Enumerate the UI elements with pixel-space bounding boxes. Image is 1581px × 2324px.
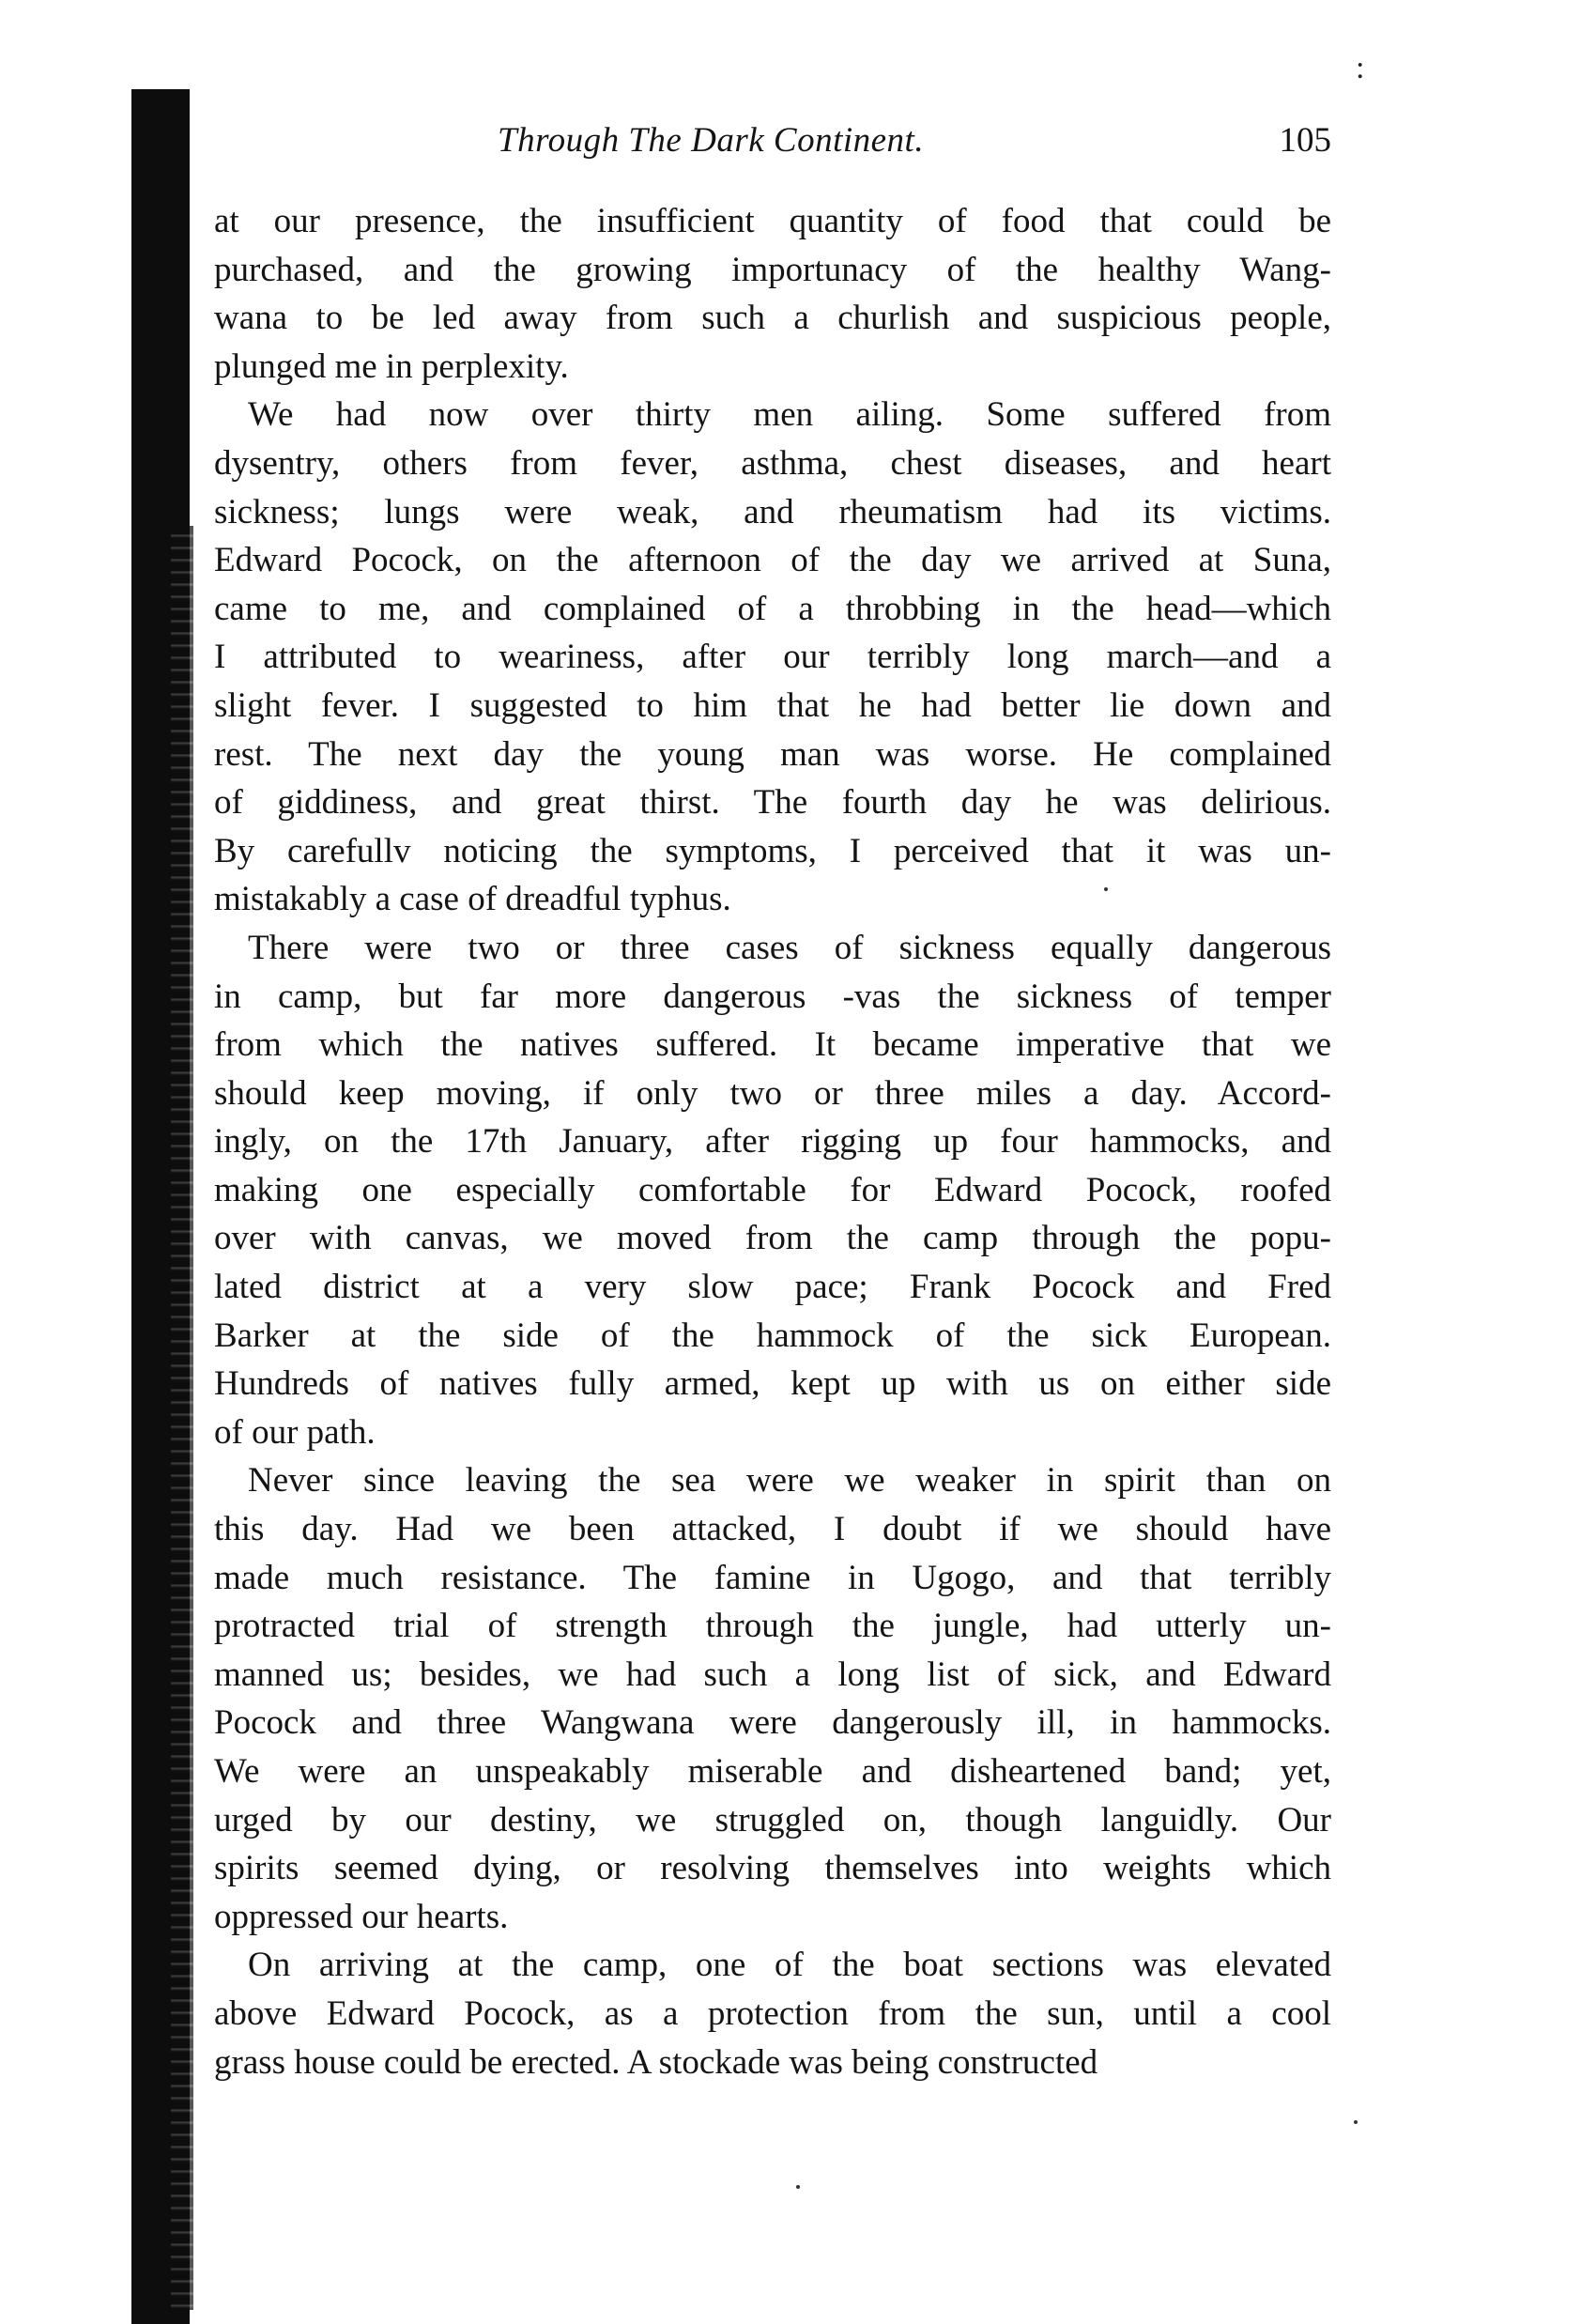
running-head <box>214 115 1331 167</box>
text-line: purchased, and the growing importunacy of the healthy Wang- <box>214 250 1331 289</box>
text-line: of giddiness, and great thirst. The fourth day he was delirious. <box>214 783 1331 823</box>
text-line: should keep moving, if only two or three miles a day. Accord- <box>214 1073 1331 1113</box>
running-title: Through The Dark Continent. <box>498 121 925 160</box>
text-line: manned us; besides, we had such a long list of sick, and Edward <box>214 1655 1331 1694</box>
paragraph <box>214 1941 1331 2086</box>
text-line: sickness; lungs were weak, and rheumatism had its victims. <box>214 492 1331 531</box>
text-line: at our presence, the insufficient quantity of food that could be <box>214 202 1331 240</box>
text-line: slight fever. I suggested to him that he had better lie down and <box>214 685 1331 725</box>
paragraph <box>214 1456 1331 1941</box>
text-line: spirits seemed dying, or resolving themselves into weights which <box>214 1849 1331 1888</box>
print-speck <box>796 2185 800 2189</box>
corner-mark: : <box>1356 51 1365 85</box>
text-line: over with canvas, we moved from the camp through the popu- <box>214 1219 1331 1258</box>
paragraph <box>214 197 1331 391</box>
text-line: We were an unspeakably miserable and disheartened band; yet, <box>214 1752 1331 1791</box>
text-line: Hundreds of natives fully armed, kept up with us on either side <box>214 1364 1331 1404</box>
text-line: grass house could be erected. A stockade was being constructed <box>214 2042 1098 2082</box>
text-line: came to me, and complained of a throbbing in the head—which <box>214 589 1331 628</box>
text-line: By carefullv noticing the symptoms, I perceived that it was un- <box>214 831 1331 870</box>
text-line: this day. Had we been attacked, I doubt if we should have <box>214 1510 1331 1549</box>
print-speck <box>1104 887 1108 891</box>
text-line: rest. The next day the young man was worse. He complained <box>214 734 1331 774</box>
text-line: from which the natives suffered. It became imperative that we <box>214 1025 1331 1065</box>
paragraph <box>214 391 1331 924</box>
text-line: plunged me in perplexity. <box>214 346 569 386</box>
text-line: above Edward Pocock, as a protection from the sun, until a cool <box>214 1993 1331 2033</box>
body-text <box>214 197 1331 2086</box>
text-line: Never since leaving the sea were we weaker in spirit than on <box>248 1461 1331 1501</box>
text-line: Pocock and three Wangwana were dangerously ill, in hammocks. <box>214 1703 1331 1743</box>
text-line: dysentry, others from fever, asthma, chest diseases, and heart <box>214 443 1331 483</box>
text-line: lated district at a very slow pace; Frank Pocock and Fred <box>214 1268 1331 1307</box>
text-line: protracted trial of strength through the jungle, had utterly un- <box>214 1607 1331 1646</box>
page-number: 105 <box>1279 121 1331 160</box>
text-line: Edward Pocock, on the afternoon of the day we arrived at Suna, <box>214 541 1331 580</box>
text-line: in camp, but far more dangerous -vas the sickness of temper <box>214 977 1331 1016</box>
text-line: mistakably a case of dreadful typhus. <box>214 880 731 919</box>
text-line: making one especially comfortable for Edward Pocock, roofed <box>214 1170 1331 1209</box>
text-line: made much resistance. The famine in Ugogo, and that terribly <box>214 1558 1331 1597</box>
text-line: Barker at the side of the hammock of the sick European. <box>214 1316 1331 1355</box>
text-line: urged by our destiny, we struggled on, though languidly. Our <box>214 1800 1331 1839</box>
text-line: ingly, on the 17th January, after rigging up four hammocks, and <box>214 1122 1331 1162</box>
text-line: of our path. <box>214 1412 376 1452</box>
text-line: On arriving at the camp, one of the boat sections was elevated <box>248 1946 1331 1985</box>
text-line: There were two or three cases of sickness equally dangerous <box>248 928 1331 967</box>
text-line: We had now over thirty men ailing. Some suffered from <box>248 395 1331 435</box>
paragraph <box>214 924 1331 1457</box>
print-speck <box>1354 2120 1358 2124</box>
text-line: wana to be led away from such a churlish and suspicious people, <box>214 299 1331 338</box>
text-line: oppressed our hearts. <box>214 1897 509 1936</box>
binding-edge-texture <box>171 526 193 2310</box>
text-line: I attributed to weariness, after our terribly long march—and a <box>214 638 1331 677</box>
